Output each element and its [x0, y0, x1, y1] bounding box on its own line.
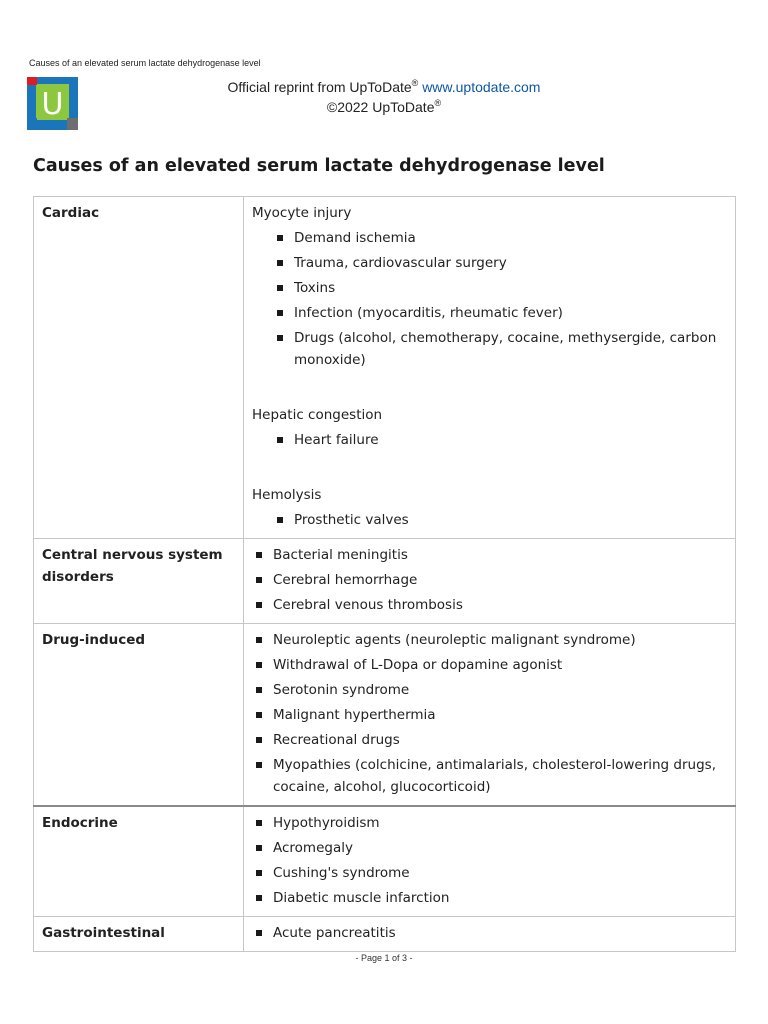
reprint-prefix: Official reprint from UpToDate: [227, 79, 412, 95]
causes-gastrointestinal: [244, 917, 736, 952]
category-cardiac: Cardiac: [34, 197, 244, 539]
causes-cns: [244, 539, 736, 624]
list-item: Infection (myocarditis, rheumatic fever): [252, 302, 727, 324]
list-item: Malignant hyperthermia: [252, 704, 727, 726]
table-row-cardiac: [34, 197, 736, 539]
gastrointestinal-list: [252, 922, 727, 944]
list-item: Withdrawal of L-Dopa or dopamine agonist: [252, 654, 727, 676]
list-item: Serotonin syndrome: [252, 679, 727, 701]
list-item: Cushing's syndrome: [252, 862, 727, 884]
endocrine-list: [252, 812, 727, 909]
causes-drug-induced: [244, 624, 736, 807]
list-item: Toxins: [252, 277, 727, 299]
reprint-page-title: Causes of an elevated serum lactate dehydrogenase level: [29, 58, 261, 68]
list-item: Acromegaly: [252, 837, 727, 859]
subheading-hepatic-congestion: Hepatic congestion: [252, 407, 383, 423]
list-item: Drugs (alcohol, chemotherapy, cocaine, methysergide, carbon monoxide): [252, 327, 727, 371]
drug-induced-list: [252, 629, 727, 798]
subheading-hemolysis: Hemolysis: [252, 487, 322, 503]
subheading-myocyte-injury: Myocyte injury: [252, 205, 352, 221]
category-cns: Central nervous system disorders: [34, 539, 244, 624]
copyright-text: ©2022 UpToDate: [326, 99, 435, 115]
registered-mark: ®: [411, 78, 419, 88]
myocyte-injury-list: [252, 227, 727, 371]
table-row-gastrointestinal: [34, 917, 736, 952]
causes-cardiac: [244, 197, 736, 539]
list-item: Neuroleptic agents (neuroleptic malignant syndrome): [252, 629, 727, 651]
list-item: Myopathies (colchicine, antimalarials, cholesterol-lowering drugs, cocaine, alcohol, glucocorticoid): [252, 754, 727, 798]
causes-table: [33, 196, 736, 952]
page-number: - Page 1 of 3 -: [355, 953, 413, 963]
list-item: Acute pancreatitis: [252, 922, 727, 944]
table-row-cns: [34, 539, 736, 624]
list-item: Bacterial meningitis: [252, 544, 727, 566]
copyright-notice: [0, 99, 768, 115]
hepatic-congestion-list: [252, 429, 727, 451]
causes-endocrine: [244, 806, 736, 917]
list-item: Cerebral venous thrombosis: [252, 594, 727, 616]
list-item: Prosthetic valves: [252, 509, 727, 531]
category-endocrine: Endocrine: [34, 806, 244, 917]
category-drug-induced: Drug-induced: [34, 624, 244, 807]
list-item: Cerebral hemorrhage: [252, 569, 727, 591]
page-title: Causes of an elevated serum lactate dehydrogenase level: [33, 156, 605, 176]
category-gastrointestinal: Gastrointestinal: [34, 917, 244, 952]
table-row-endocrine: [34, 806, 736, 917]
svg-text:U: U: [41, 87, 64, 122]
reprint-notice: [0, 79, 768, 95]
copyright-registered-mark: ®: [434, 98, 442, 108]
list-item: Diabetic muscle infarction: [252, 887, 727, 909]
list-item: Demand ischemia: [252, 227, 727, 249]
list-item: Trauma, cardiovascular surgery: [252, 252, 727, 274]
list-item: Recreational drugs: [252, 729, 727, 751]
list-item: Heart failure: [252, 429, 727, 451]
cns-list: [252, 544, 727, 616]
hemolysis-list: [252, 509, 727, 531]
list-item: Hypothyroidism: [252, 812, 727, 834]
table-row-drug-induced: [34, 624, 736, 807]
uptodate-site-link[interactable]: www.uptodate.com: [422, 79, 541, 95]
